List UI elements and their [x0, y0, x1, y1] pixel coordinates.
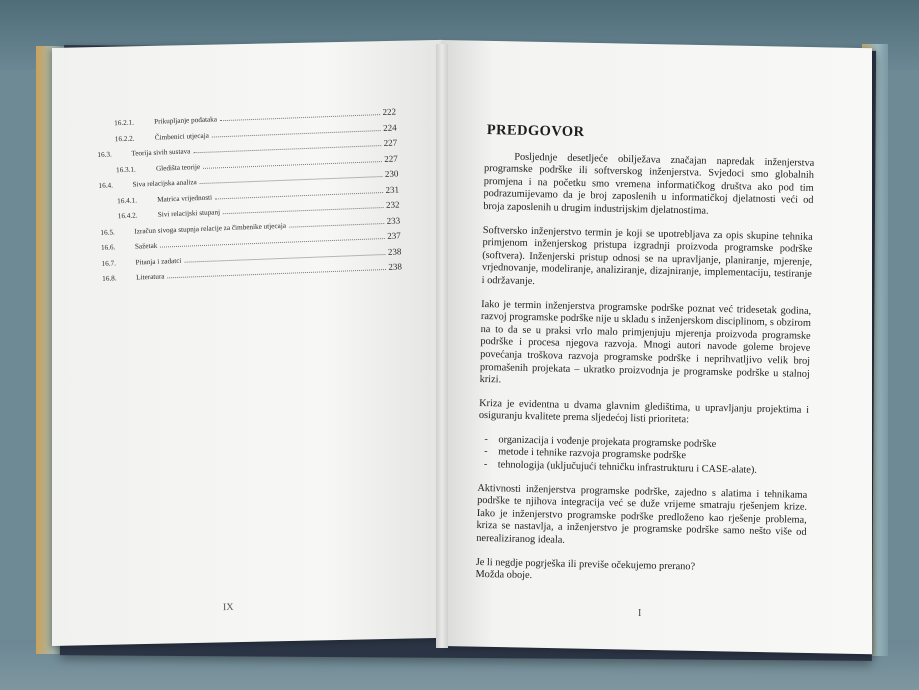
toc-entry-number: 16.4.1. [117, 195, 138, 205]
toc-entry-number: 16.4.2. [117, 211, 138, 221]
priority-list [478, 434, 809, 479]
toc-entry-number: 16.3.1. [115, 165, 136, 174]
right-page-number: I [638, 608, 642, 619]
toc-entry-page: 238 [388, 261, 403, 272]
toc-entry-page: 232 [385, 199, 400, 210]
toc-entry-number: 16.6. [100, 243, 116, 252]
toc-entry-number: 16.2.2. [114, 134, 135, 143]
preface-paragraph-3: Iako je termin inženjerstva programske podrške poznat već tridesetak godina, razvoj programske podrške nije u skladu s inženjerskom disciplinom, s obzirom na to da se u praksi vrlo malo primjenjuju mjerenja proizvoda programske podrške i procesa njegova razvoja. Mnogi autori navode goleme brojeve povećanja troškova razvoja programske podrške i neprihvatljivo velik broj promašenih projekata – ukratko proizvodnja je programske podrške u stalnoj krizi. [479, 298, 812, 386]
toc-leader-dots [184, 254, 384, 263]
toc-leader-dots [220, 114, 380, 121]
toc-entry-number: 16.4. [98, 181, 114, 190]
toc-entry-title: Prikupljanje podataka [154, 115, 218, 126]
toc-entry-title: Sivi relacijski stupanj [157, 208, 221, 219]
toc-entry-number: 16.8. [102, 274, 117, 283]
toc-leader-dots [203, 161, 381, 169]
closing-line-2: Možda oboje. [475, 569, 533, 582]
preface-heading: PREDGOVOR [486, 122, 585, 141]
toc-entry-title: Literatura [136, 272, 165, 282]
toc-leader-dots [289, 223, 384, 228]
toc-entry-title: Siva relacijska analiza [132, 178, 197, 189]
preface-paragraph-4: Kriza je evidentna u dvama glavnim gledištima, u upravljanju projektima i osiguranju kvalitete prema sljedećoj listi prioriteta: [478, 397, 810, 426]
toc-entry-page: 230 [384, 168, 399, 179]
priority-item: - tehnologija (uključujući tehničku infrastrukturu i CASE-alate). [478, 459, 808, 479]
toc-entry-title: Matrica vrijednosti [157, 193, 213, 204]
book-gutter [436, 44, 448, 648]
table-of-contents [96, 106, 402, 288]
preface-paragraph-1: Posljednje desetljeće obilježava značajan napredak inženjerstva programske podrške ili softverskog inženjerstva. Svjedoci smo globalnih promjena i na početku smo vremena informatičkog društva ako pod tim podrazumijevamo da je broj zaposlenih u informatičkoj djelatnosti veći od broja zaposlenih u drugim industrijskim djelatnostima. [483, 151, 815, 217]
preface-text [475, 124, 815, 589]
toc-entry-page: 224 [382, 121, 397, 133]
toc-entry-number: 16.5. [100, 227, 115, 237]
toc-entry-number: 16.7. [101, 258, 117, 268]
toc-entry-page: 227 [383, 137, 398, 148]
toc-entry-title: Izračun sivoga stupnja relacije za čimbenike utjecaja [134, 221, 287, 236]
toc-entry-page: 222 [382, 106, 397, 117]
toc-entry-title: Sažetak [134, 241, 158, 251]
toc-entry-number: 16.3. [97, 150, 112, 159]
toc-entry-title: Pitanja i zadatci [135, 256, 182, 267]
closing-line-1: Je li negdje pogrješka ili previše očekujemo prerano? [475, 556, 696, 573]
toc-entry-number: 16.2.1. [114, 118, 135, 128]
preface-paragraph-5: Aktivnosti inženjerstva programske podrške, zajedno s alatima i tehnikama podrške te njihova integracija već se duže vrijeme smatraju rješenjem krize. Iako je inženjerstvo programske podrške predloženo kao rješenje problema, kriza se nastavlja, a inženjerstvo je programske podrške samo nešto više od nerealiziranog ideala. [476, 482, 808, 546]
toc-leader-dots [168, 269, 386, 278]
toc-entry-page: 231 [385, 183, 400, 195]
toc-leader-dots [223, 207, 383, 214]
toc-entry-title: Gledišta teorije [155, 162, 201, 173]
toc-entry-title: Teorija sivih sustava [131, 147, 191, 158]
toc-leader-dots [193, 145, 380, 153]
toc-entry-page: 233 [386, 214, 401, 226]
toc-entry-page: 227 [384, 152, 398, 164]
priority-item: - organizacija i vođenje projekata programske podrške [478, 434, 808, 454]
toc-leader-dots [212, 130, 380, 137]
toc-leader-dots [215, 192, 383, 199]
toc-entry-title: Čimbenici utjecaja [154, 131, 209, 142]
toc-entry-page: 238 [387, 245, 402, 257]
preface-paragraph-2: Softversko inženjerstvo termin je koji se upotrebljava za opis skupine tehnika primjenom inženjerskog pristupa izgradnji proizvoda programske podrške (softvera). Inženjerski pristup odnosi se na upravljanje, planiranje, mjerenje, vrjednovanje, modeliranje, analiziranje, dizajniranje, implementaciju, testiranje i održavanje. [481, 224, 813, 288]
toc-leader-dots [160, 238, 384, 248]
priority-item: - metode i tehnike razvoja programske podrške [478, 446, 808, 466]
toc-leader-dots [200, 176, 382, 184]
left-page-number: IX [222, 601, 234, 614]
toc-entry-page: 237 [387, 230, 401, 241]
